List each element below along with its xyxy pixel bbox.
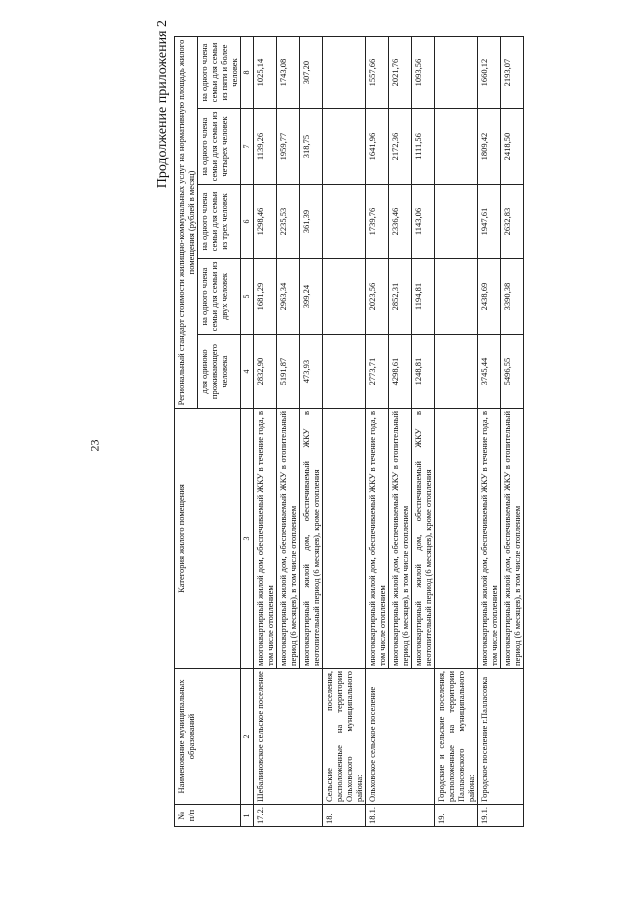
empty-cell — [434, 185, 477, 259]
municipality-name: Ольховское сельское поселение — [365, 669, 434, 805]
value-cell: 1298,46 — [253, 185, 276, 259]
empty-cell — [322, 185, 365, 259]
column-index: 8 — [241, 36, 253, 108]
value-cell: 473,93 — [299, 335, 322, 409]
table-row — [253, 36, 276, 826]
row-number: 19.1. — [477, 805, 523, 827]
housing-category: многоквартирный жилой дом, обеспечиваемый ЖКУ в неотопительный период (6 месяцев), кроме отопления — [411, 409, 434, 669]
header-no: № п/п — [175, 805, 241, 827]
value-cell: 318,75 — [299, 109, 322, 185]
value-cell: 2418,50 — [500, 109, 523, 185]
value-cell: 2963,34 — [276, 259, 299, 335]
row-number: 18.1. — [365, 805, 434, 827]
empty-cell — [322, 335, 365, 409]
value-cell: 2021,76 — [388, 36, 411, 108]
header-category: Категория жилого помещения — [175, 409, 241, 669]
header-municipality: Наименование муниципальных образований — [175, 669, 241, 805]
value-cell: 5191,87 — [276, 335, 299, 409]
column-index: 5 — [241, 259, 253, 335]
table-row — [434, 36, 477, 826]
header-family-5: на одного члена семьи для семьи из пяти и более человек — [198, 36, 241, 108]
column-index: 7 — [241, 109, 253, 185]
municipality-name: Городские и сельские поселения, расположенные на территории Палласовского муниципального района: — [434, 669, 477, 805]
cost-standard-table — [174, 36, 524, 827]
empty-cell — [322, 36, 365, 108]
value-cell: 1557,66 — [365, 36, 388, 108]
value-cell: 307,20 — [299, 36, 322, 108]
value-cell: 1248,81 — [411, 335, 434, 409]
empty-cell — [434, 409, 477, 669]
value-cell: 2023,56 — [365, 259, 388, 335]
value-cell: 1681,29 — [253, 259, 276, 335]
value-cell: 2773,71 — [365, 335, 388, 409]
empty-cell — [434, 335, 477, 409]
header-single: для одиноко проживающего человека — [198, 335, 241, 409]
value-cell: 2438,69 — [477, 259, 500, 335]
municipality-name: Сельские поселения, расположенные на территории Ольховского муниципального района: — [322, 669, 365, 805]
value-cell: 1093,56 — [411, 36, 434, 108]
value-cell: 1809,42 — [477, 109, 500, 185]
value-cell: 1641,96 — [365, 109, 388, 185]
value-cell: 1111,56 — [411, 109, 434, 185]
value-cell: 4298,61 — [388, 335, 411, 409]
column-index: 6 — [241, 185, 253, 259]
value-cell: 5496,55 — [500, 335, 523, 409]
housing-category: многоквартирный жилой дом, обеспечиваемый ЖКУ в неотопительный период (6 месяцев), кроме отопления — [299, 409, 322, 669]
rotated-sheet — [144, 0, 640, 857]
header-cost-group: Региональный стандарт стоимости жилищно-коммунальных услуг на нормативную площадь жилого помещения (рублей в месяц) — [175, 36, 198, 408]
municipality-name: Шебалиновское сельское поселение — [253, 669, 322, 805]
empty-cell — [322, 109, 365, 185]
value-cell: 1139,26 — [253, 109, 276, 185]
housing-category: многоквартирный жилой дом, обеспечиваемый ЖКУ в отопительный период (6 месяцев), в том числе отоплением — [500, 409, 523, 669]
municipality-name: Городское поселение г.Палласовка — [477, 669, 523, 805]
value-cell: 1143,06 — [411, 185, 434, 259]
row-number: 19. — [434, 805, 477, 827]
empty-cell — [322, 259, 365, 335]
value-cell: 2172,36 — [388, 109, 411, 185]
value-cell: 3745,44 — [477, 335, 500, 409]
value-cell: 2852,31 — [388, 259, 411, 335]
housing-category: многоквартирный жилой дом, обеспечиваемый ЖКУ в отопительный период (6 месяцев), в том числе отоплением — [276, 409, 299, 669]
header-family-4: на одного члена семьи для семьи из четырех человек — [198, 109, 241, 185]
empty-cell — [434, 109, 477, 185]
housing-category: многоквартирный жилой дом, обеспечиваемый ЖКУ в отопительный период (6 месяцев), в том числе отоплением — [388, 409, 411, 669]
empty-cell — [434, 259, 477, 335]
value-cell: 1025,14 — [253, 36, 276, 108]
value-cell: 2832,90 — [253, 335, 276, 409]
value-cell: 1194,81 — [411, 259, 434, 335]
housing-category: многоквартирный жилой дом, обеспечиваемый ЖКУ в течение года, в том числе отоплением — [365, 409, 388, 669]
row-number: 17.2. — [253, 805, 322, 827]
value-cell: 1739,76 — [365, 185, 388, 259]
housing-category: многоквартирный жилой дом, обеспечиваемый ЖКУ в течение года, в том числе отоплением — [253, 409, 276, 669]
table-row — [365, 36, 388, 826]
column-index: 3 — [241, 409, 253, 669]
value-cell: 1743,08 — [276, 36, 299, 108]
value-cell: 399,24 — [299, 259, 322, 335]
value-cell: 3390,38 — [500, 259, 523, 335]
row-number: 18. — [322, 805, 365, 827]
housing-category: многоквартирный жилой дом, обеспечиваемый ЖКУ в течение года, в том числе отоплением — [477, 409, 500, 669]
value-cell: 2632,83 — [500, 185, 523, 259]
table-row — [477, 36, 500, 826]
value-cell: 1660,12 — [477, 36, 500, 108]
value-cell: 1959,77 — [276, 109, 299, 185]
header-row-1 — [175, 36, 198, 826]
column-index: 2 — [241, 669, 253, 805]
appendix-title: Продолжение приложения 2 — [155, 20, 170, 189]
value-cell: 1947,61 — [477, 185, 500, 259]
value-cell: 2336,46 — [388, 185, 411, 259]
value-cell: 2235,53 — [276, 185, 299, 259]
empty-cell — [322, 409, 365, 669]
empty-cell — [434, 36, 477, 108]
page-number: 23 — [87, 439, 102, 452]
column-index: 1 — [241, 805, 253, 827]
table-row — [322, 36, 365, 826]
value-cell: 2193,07 — [500, 36, 523, 108]
column-index: 4 — [241, 335, 253, 409]
header-family-2: на одного члена семьи для семьи из двух человек — [198, 259, 241, 335]
value-cell: 361,39 — [299, 185, 322, 259]
column-index-row — [241, 36, 253, 826]
header-family-3: на одного члена семьи для семьи из трех человек — [198, 185, 241, 259]
